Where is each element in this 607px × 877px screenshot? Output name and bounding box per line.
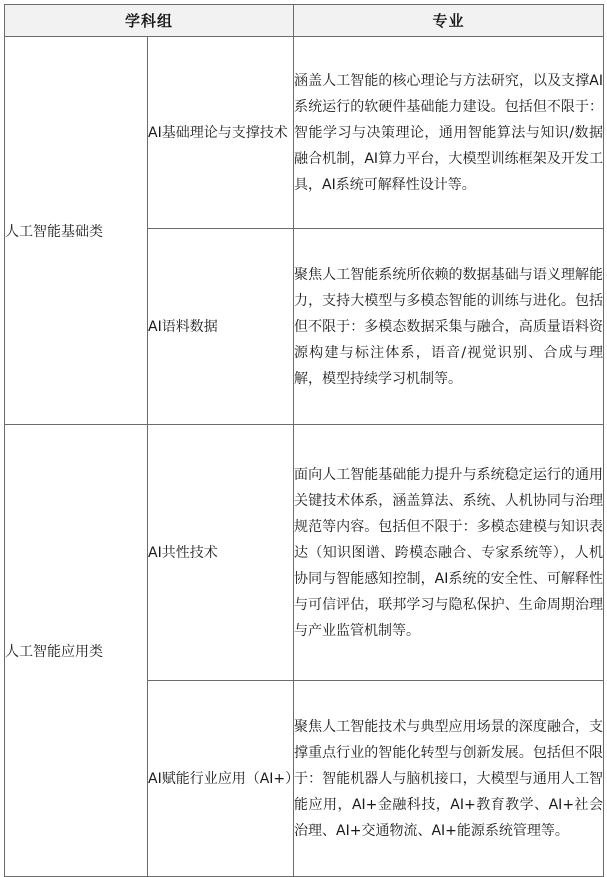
table-row [5,425,604,681]
subject-table [4,4,604,877]
table-row [5,37,604,229]
subject-cell: AI共性技术 [148,425,294,681]
group-cell-ai-foundation: 人工智能基础类 [5,37,148,425]
header-major: 专业 [294,5,604,37]
description-cell: 面向人工智能基础能力提升与系统稳定运行的通用关键技术体系，涵盖算法、系统、人机协同与治理规范等内容。包括但不限于：多模态建模与知识表达（知识图谱、跨模态融合、专家系统等），人机协同与智能感知控制，AI系统的安全性、可解释性与可信评估，联邦学习与隐私保护、生命周期治理与产业监管机制等。 [294,425,604,681]
group-cell-ai-application: 人工智能应用类 [5,425,148,877]
subject-cell: AI基础理论与支撑技术 [148,37,294,229]
description-cell: 聚焦人工智能系统所依赖的数据基础与语义理解能力，支持大模型与多模态智能的训练与进化。包括但不限于：多模态数据采集与融合，高质量语料资源构建与标注体系，语音/视觉识别、合成与理解，模型持续学习机制等。 [294,229,604,425]
description-cell: 聚焦人工智能技术与典型应用场景的深度融合，支撑重点行业的智能化转型与创新发展。包括但不限于：智能机器人与脑机接口，大模型与通用人工智能应用，AI+金融科技，AI+教育教学、AI+社会治理、AI+交通物流、AI+能源系统管理等。 [294,681,604,877]
table-header-row [5,5,604,37]
description-cell: 涵盖人工智能的核心理论与方法研究，以及支撑AI系统运行的软硬件基础能力建设。包括但不限于：智能学习与决策理论，通用智能算法与知识/数据融合机制，AI算力平台，大模型训练框架及开发工具，AI系统可解释性设计等。 [294,37,604,229]
subject-cell: AI赋能行业应用（AI+） [148,681,294,877]
subject-cell: AI语料数据 [148,229,294,425]
header-group: 学科组 [5,5,294,37]
